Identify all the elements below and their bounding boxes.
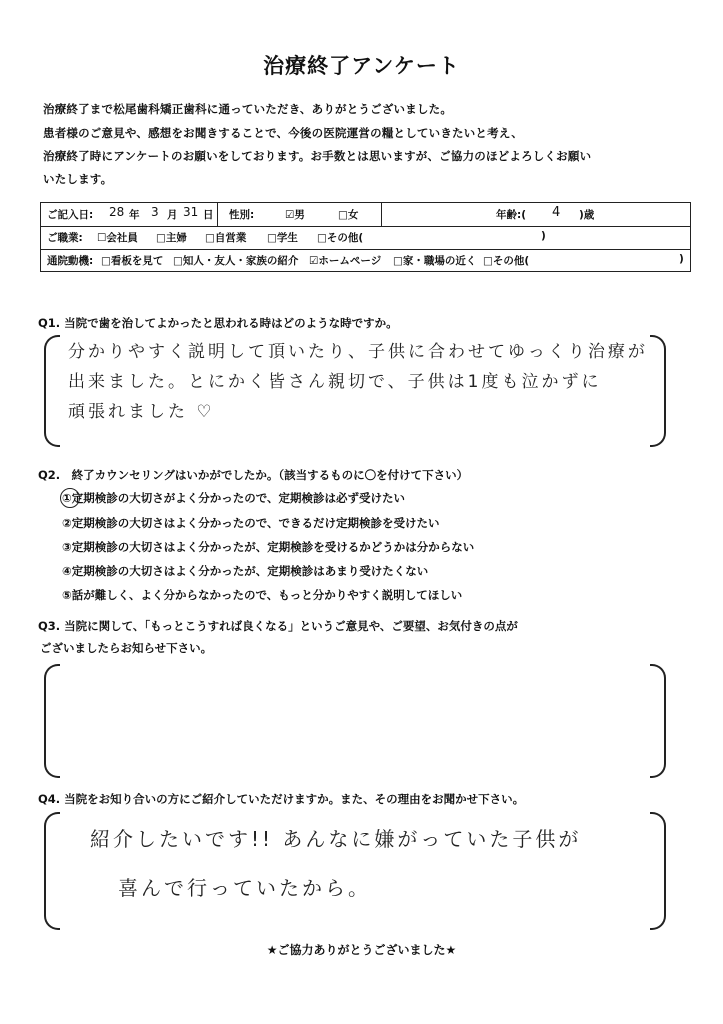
date-label: ご記入日: bbox=[47, 209, 94, 221]
q2-option-3[interactable]: ③定期検診の大切さはよく分かったが、定期検診を受けるかどうかは分からない bbox=[62, 540, 475, 554]
gender-male-checkbox[interactable]: ☑男 bbox=[285, 209, 305, 221]
q4-bracket-left bbox=[44, 812, 60, 930]
intro-line-1: 治療終了まで松尾歯科矯正歯科に通っていただき、ありがとうございました。 bbox=[43, 102, 453, 116]
q1-answer-line-3: 頑張れました ♡ bbox=[68, 402, 215, 422]
q2-option-4[interactable]: ④定期検診の大切さはよく分かったが、定期検診はあまり受けたくない bbox=[62, 564, 429, 578]
intro-line-4: いたします。 bbox=[43, 172, 113, 186]
date-month-value[interactable]: 3 bbox=[151, 205, 159, 219]
q4-bracket-right bbox=[650, 812, 666, 930]
age-unit: )歳 bbox=[579, 209, 595, 221]
motive-option-homepage[interactable]: ☑ホームページ bbox=[309, 255, 382, 267]
footer-thanks: ★ご協力ありがとうございました★ bbox=[266, 943, 457, 957]
info-row-job bbox=[41, 226, 690, 250]
q1-answer-line-2: 出来ました。とにかく皆さん親切で、子供は1度も泣かずに bbox=[68, 372, 602, 392]
job-option-employee[interactable]: ☐会社員 bbox=[97, 232, 138, 244]
motive-other-close: ) bbox=[679, 253, 684, 265]
gender-female-checkbox[interactable]: □女 bbox=[338, 209, 359, 221]
age-label: 年齢:( bbox=[496, 209, 526, 221]
job-option-student[interactable]: □学生 bbox=[267, 232, 298, 244]
q4-question: Q4. 当院をお知り合いの方にご紹介していただけますか。また、その理由をお聞かせ下さい。 bbox=[38, 792, 525, 806]
job-option-other[interactable]: □その他( bbox=[317, 232, 364, 244]
intro-line-3: 治療終了時にアンケートのお願いをしております。お手数とは思いますが、ご協力のほどよろしくお願い bbox=[43, 149, 592, 163]
q3-bracket-left bbox=[44, 664, 60, 778]
date-year-value[interactable]: 28 bbox=[109, 205, 125, 219]
job-other-close: ) bbox=[541, 230, 546, 242]
q2-option-1[interactable]: ①定期検診の大切さがよく分かったので、定期検診は必ず受けたい bbox=[62, 491, 406, 505]
q3-question-line-2: ございましたらお知らせ下さい。 bbox=[40, 641, 213, 655]
age-value[interactable]: 4 bbox=[552, 205, 561, 220]
q4-answer-line-2: 喜んで行っていたから。 bbox=[118, 876, 371, 900]
motive-label: 通院動機: bbox=[47, 255, 94, 267]
q1-answer-line-1: 分かりやすく説明して頂いたり、子供に合わせてゆっくり治療が bbox=[68, 342, 648, 362]
job-option-housewife[interactable]: □主婦 bbox=[156, 232, 187, 244]
date-month-unit: 月 bbox=[167, 209, 178, 221]
q1-question: Q1. 当院で歯を治してよかったと思われる時はどのような時ですか。 bbox=[38, 316, 398, 330]
q2-option-5[interactable]: ⑤話が難しく、よく分からなかったので、もっと分かりやすく説明してほしい bbox=[62, 588, 463, 602]
motive-option-referral[interactable]: □知人・友人・家族の紹介 bbox=[173, 255, 299, 267]
divider bbox=[381, 203, 382, 226]
date-day-value[interactable]: 31 bbox=[183, 205, 199, 219]
q2-question: Q2. 終了カウンセリングはいかがでしたか。（該当するものに〇を付けて下さい） bbox=[38, 468, 469, 482]
motive-option-nearby[interactable]: □家・職場の近く bbox=[393, 255, 477, 267]
job-option-self-employed[interactable]: □自営業 bbox=[205, 232, 247, 244]
motive-option-other[interactable]: □その他( bbox=[483, 255, 530, 267]
page-title: 治療終了アンケート bbox=[263, 54, 460, 78]
info-row-date bbox=[41, 203, 690, 227]
job-label: ご職業: bbox=[47, 232, 83, 244]
q1-bracket-left bbox=[44, 335, 60, 447]
motive-option-signboard[interactable]: □看板を見て bbox=[101, 255, 164, 267]
patient-info-table bbox=[40, 202, 691, 272]
divider bbox=[217, 203, 218, 226]
q2-option-2[interactable]: ②定期検診の大切さはよく分かったので、できるだけ定期検診を受けたい bbox=[62, 516, 440, 530]
q3-bracket-right bbox=[650, 664, 666, 778]
q1-bracket-right bbox=[650, 335, 666, 447]
info-row-motive bbox=[41, 249, 690, 272]
intro-line-2: 患者様のご意見や、感想をお聞きすることで、今後の医院運営の糧としていきたいと考え、 bbox=[43, 126, 523, 140]
q4-answer-line-1: 紹介したいです!! あんなに嫌がっていた子供が bbox=[90, 827, 582, 851]
date-year-unit: 年 bbox=[129, 209, 140, 221]
date-day-unit: 日 bbox=[203, 209, 214, 221]
q3-question-line-1: Q3. 当院に関して、「もっとこうすれば良くなる」というご意見や、ご要望、お気付きの点が bbox=[38, 619, 518, 633]
gender-label: 性別: bbox=[229, 209, 255, 221]
